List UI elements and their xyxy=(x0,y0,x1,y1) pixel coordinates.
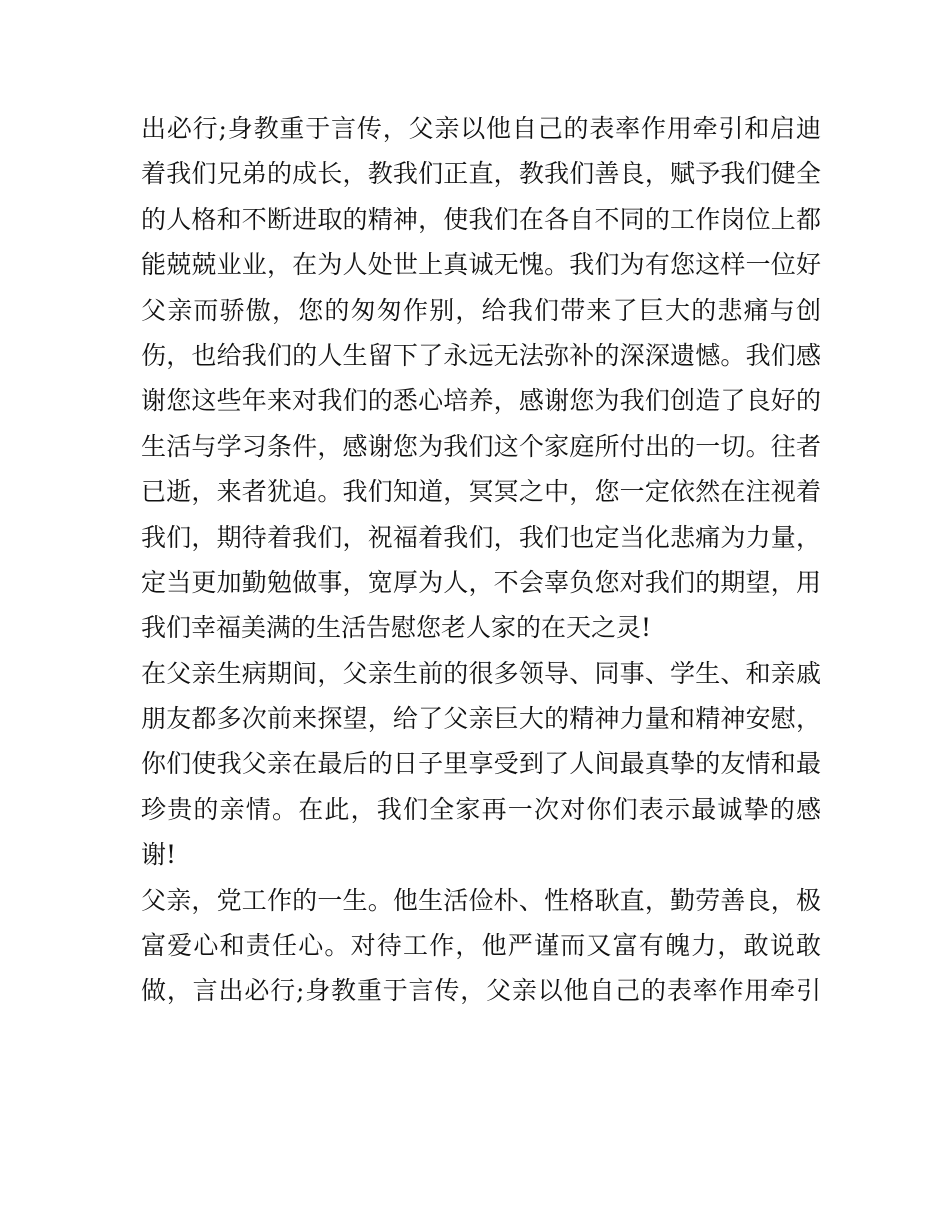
text-line: 父亲，党工作的一生。他生活俭朴、性格耿直，勤劳善良，极 xyxy=(141,885,821,915)
text-line: 定当更加勤勉做事，宽厚为人，不会辜负您对我们的期望，用 xyxy=(141,567,821,597)
text-line: 已逝，来者犹追。我们知道，冥冥之中，您一定依然在注视着 xyxy=(141,477,821,507)
text-line: 父亲而骄傲，您的匆匆作别，给我们带来了巨大的悲痛与创 xyxy=(141,295,821,325)
text-line: 朋友都多次前来探望，给了父亲巨大的精神力量和精神安慰， xyxy=(141,704,821,734)
text-line: 生活与学习条件，感谢您为我们这个家庭所付出的一切。往者 xyxy=(141,431,821,461)
text-line: 在父亲生病期间，父亲生前的很多领导、同事、学生、和亲戚 xyxy=(141,658,821,688)
text-line: 的人格和不断进取的精神，使我们在各自不同的工作岗位上都 xyxy=(141,204,821,234)
text-line: 我们，期待着我们，祝福着我们，我们也定当化悲痛为力量， xyxy=(141,522,821,552)
body-text xyxy=(141,106,821,1014)
text-line: 伤，也给我们的人生留下了永远无法弥补的深深遗憾。我们感 xyxy=(141,340,821,370)
text-line: 我们幸福美满的生活告慰您老人家的在天之灵! xyxy=(141,613,652,643)
text-line: 出必行;身教重于言传，父亲以他自己的表率作用牵引和启迪 xyxy=(141,114,821,143)
text-line: 珍贵的亲情。在此，我们全家再一次对你们表示最诚挚的感 xyxy=(141,794,821,824)
text-line: 着我们兄弟的成长，教我们正直，教我们善良，赋予我们健全 xyxy=(141,159,821,189)
text-line: 富爱心和责任心。对待工作，他严谨而又富有魄力，敢说敢 xyxy=(141,931,821,961)
text-line: 谢! xyxy=(141,840,177,870)
text-line: 你们使我父亲在最后的日子里享受到了人间最真挚的友情和最 xyxy=(141,749,821,779)
text-line: 谢您这些年来对我们的悉心培养，感谢您为我们创造了良好的 xyxy=(141,386,821,416)
text-line: 能兢兢业业，在为人处世上真诚无愧。我们为有您这样一位好 xyxy=(141,250,821,280)
text-line: 做，言出必行;身教重于言传，父亲以他自己的表率作用牵引 xyxy=(141,976,821,1006)
